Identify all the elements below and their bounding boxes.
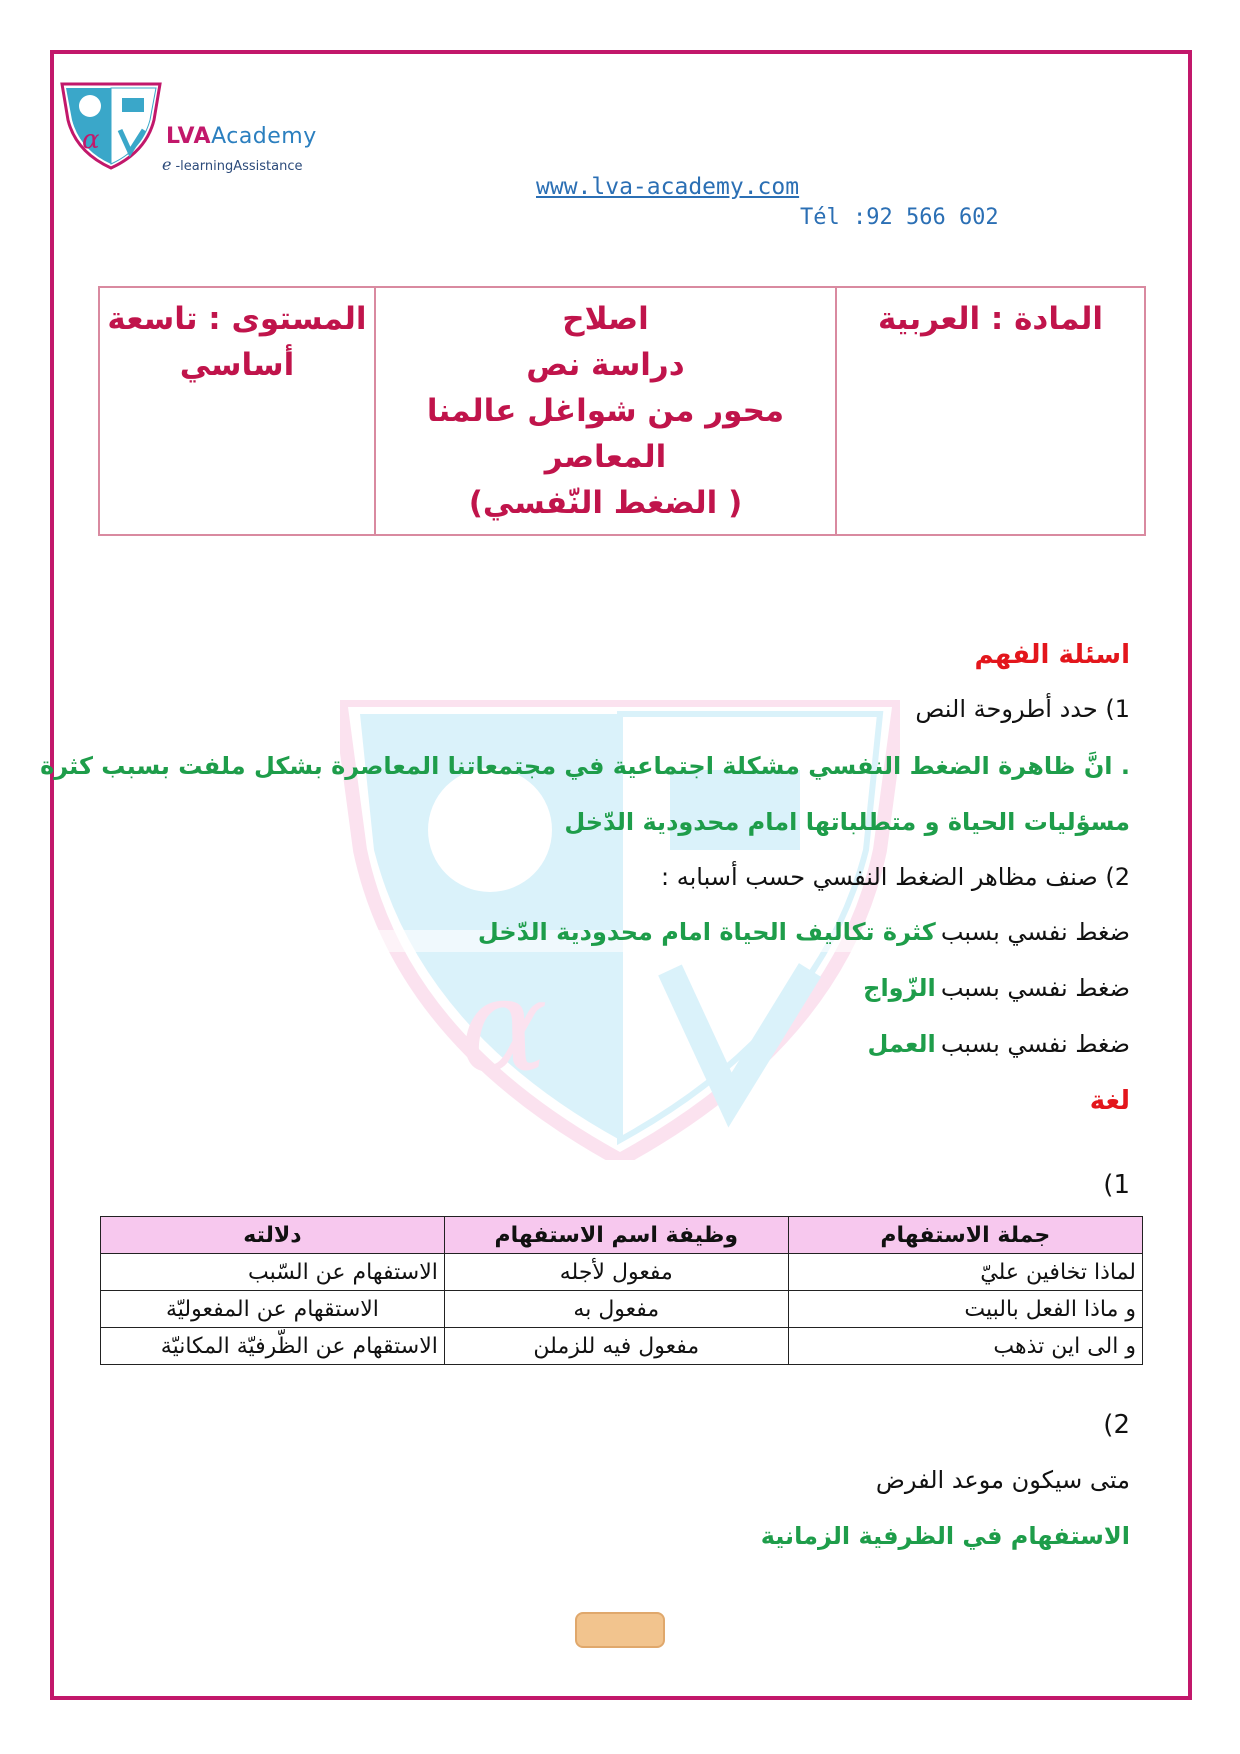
answer-1-line-1: . انَّ ظاهرة الضغط النفسي مشكلة اجتماعية في مجتمعاتنا المعاصرة بشكل ملفت بسبب كثرة xyxy=(40,752,1130,780)
lesson-title-cell: اصلاح دراسة نص محور من شواغل عالمنا المعاصر ( الضغط النّفسي) xyxy=(375,287,836,535)
question-1: 1) حدد أطروحة النص xyxy=(915,695,1130,723)
website-link[interactable]: www.lva-academy.com xyxy=(536,174,800,200)
cause-line-3: ضغط نفسي بسبب العمل xyxy=(867,1030,1130,1058)
question-2: 2) صنف مظاهر الضغط النفسي حسب أسبابه : xyxy=(661,863,1130,891)
language-heading: لغة xyxy=(1089,1086,1130,1116)
subject-cell: المادة : العربية xyxy=(836,287,1145,535)
column-header: وظيفة اسم الاستفهام xyxy=(444,1217,788,1254)
table-cell: الاستقهام عن الظّرفيّة المكانيّة xyxy=(101,1328,445,1365)
table-cell: الاستقهام عن المفعوليّة xyxy=(101,1291,445,1328)
title-box xyxy=(98,286,1146,536)
table-cell: مفعول فيه للزملن xyxy=(444,1328,788,1365)
answer-1-line-2: مسؤليات الحياة و متطلباتها امام محدودية الدّخل xyxy=(564,808,1130,836)
level-cell: المستوى : تاسعة أساسي xyxy=(99,287,375,535)
cause-line-2: ضغط نفسي بسبب الزّواج xyxy=(863,974,1130,1002)
table-header-row xyxy=(101,1217,1143,1254)
lva-academy-logo xyxy=(58,80,164,170)
svg-text:α: α xyxy=(460,949,548,1101)
table-row xyxy=(101,1291,1143,1328)
column-header: دلالته xyxy=(101,1217,445,1254)
table-cell: لماذا تخافين عليّ xyxy=(788,1254,1142,1291)
brand-name: LVAAcademy xyxy=(166,124,317,149)
table-cell: مفعول لأجله xyxy=(444,1254,788,1291)
cause-line-1: ضغط نفسي بسبب كثرة تكاليف الحياة امام محدودية الدّخل xyxy=(477,918,1130,946)
comprehension-heading: اسئلة الفهم xyxy=(974,640,1130,670)
phone-number: Tél :92 566 602 xyxy=(800,205,999,230)
column-header: جملة الاستفهام xyxy=(788,1217,1142,1254)
table-row xyxy=(101,1328,1143,1365)
table-cell: و ماذا الفعل بالبيت xyxy=(788,1291,1142,1328)
exercise-2-label: 2) xyxy=(1103,1410,1130,1440)
exercise-2-sentence: متى سيكون موعد الفرض xyxy=(875,1466,1130,1494)
table-row xyxy=(101,1254,1143,1291)
table-cell: و الى اين تذهب xyxy=(788,1328,1142,1365)
page-number-box xyxy=(575,1612,665,1648)
svg-text:α: α xyxy=(82,125,100,155)
interrogative-table xyxy=(100,1216,1143,1365)
table-cell: الاستفهام عن السّبب xyxy=(101,1254,445,1291)
brand-tagline: e -learningAssistance xyxy=(162,155,303,174)
table-cell: مفعول به xyxy=(444,1291,788,1328)
exercise-1-label: 1) xyxy=(1103,1170,1130,1200)
exercise-2-answer: الاستفهام في الظرفية الزمانية xyxy=(760,1522,1130,1550)
